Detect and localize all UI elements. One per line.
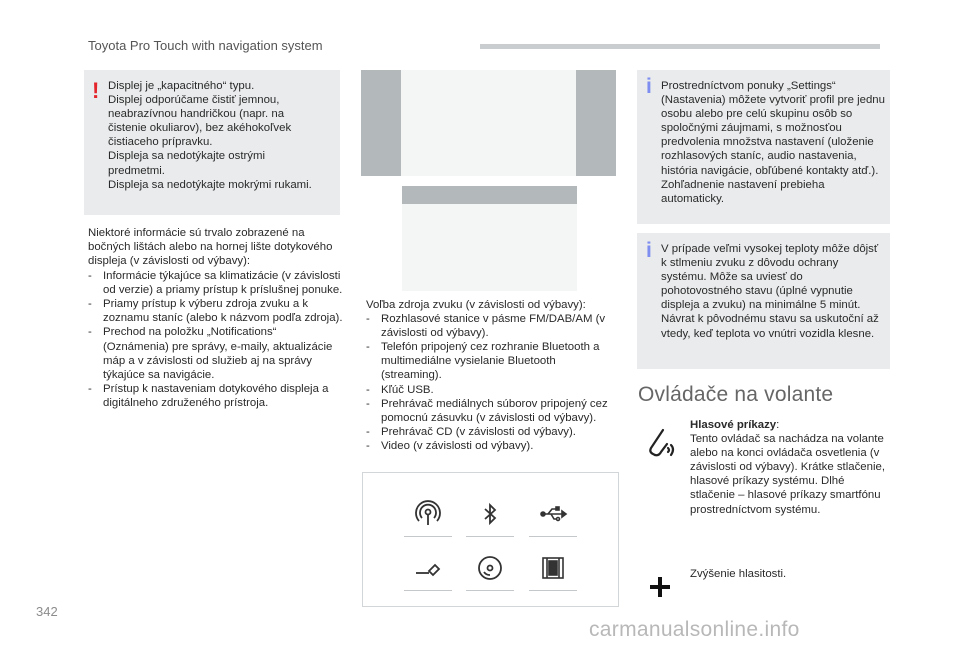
left-side-bar — [361, 70, 401, 176]
warning-line: čistiaceho prípravku. — [108, 136, 213, 149]
warning-icon: ! — [92, 78, 100, 103]
screen-center — [401, 70, 576, 176]
volume-up-text: Zvýšenie hlasitosti. — [690, 568, 787, 580]
warning-line: Displeja sa nedotýkajte ostrými — [108, 150, 266, 163]
list-item: - Kľúč USB. — [366, 383, 616, 397]
list-item: - Prechod na položku „Notifications“ (Oznámenia) pre správy, e-maily, aktualizácie máp a v závislosti od služieb aj na správy týkajúce sa navigácie. — [88, 325, 344, 382]
list-item: - Prístup k nastaveniam dotykového displeja a digitálneho združeného prístroja. — [88, 382, 344, 410]
left-intro: Niektoré informácie sú trvalo zobrazené na bočných lištách alebo na hornej lište dotykového displeja (v závislosti od výbavy): — [88, 227, 333, 268]
top-bar — [402, 186, 577, 204]
voice-command-text — [690, 418, 890, 517]
watermark: carmanualsonline.info — [589, 618, 800, 641]
middle-list — [366, 312, 616, 453]
running-header: Toyota Pro Touch with navigation system — [88, 38, 323, 53]
warning-line: Displeja sa nedotýkajte mokrými rukami. — [108, 178, 312, 191]
left-column-text — [88, 226, 344, 411]
cd-icon — [460, 545, 520, 591]
list-item: - Rozhlasové stanice v pásme FM/DAB/AM (v závislosti od výbavy). — [366, 312, 616, 340]
screen-layout-illustration — [361, 70, 616, 176]
list-item: - Priamy prístup k výberu zdroja zvuku a k zoznamu staníc (alebo k názvom podľa zdroja). — [88, 297, 344, 325]
list-item: - Informácie týkajúce sa klimatizácie (v závislosti od verzie) a priamy prístup k príslušnej ponuke. — [88, 269, 344, 297]
info-text: Prostredníctvom ponuky „Settings“ (Nastavenia) môžete vytvoriť profil pre jednu osobu alebo pre celú skupinu osôb so spoločnými záujmami, s možnosťou predvolenia množstva nastavení (uloženie rozhlasových staníc, audio nastavenia, história navigácie, obľúbené kontakty atď.). Zohľadnenie nastavení prebieha automaticky. — [661, 80, 885, 205]
warning-line: neabrazívnou handričkou (napr. na — [108, 108, 285, 121]
radio-icon — [398, 491, 458, 537]
warning-line: Displej odporúčame čistiť jemnou, — [108, 94, 280, 107]
list-item: - Prehrávač mediálnych súborov pripojený cez pomocnú zásuvku (v závislosti od výbavy). — [366, 397, 616, 425]
page-number: 342 — [36, 604, 58, 619]
info-icon: i — [646, 239, 652, 262]
warning-line: Displej je „kapacitného“ typu. — [108, 80, 255, 92]
bluetooth-icon — [460, 491, 520, 537]
right-side-bar — [576, 70, 616, 176]
video-icon — [523, 545, 583, 591]
section-title: Ovládače na volante — [638, 383, 834, 406]
screen-topbar-illustration — [402, 186, 577, 291]
info-icon: i — [646, 75, 652, 98]
warning-line: čistenie okuliarov), bez akéhokoľvek — [108, 122, 292, 135]
plus-icon — [648, 575, 672, 599]
header-rule — [480, 44, 880, 49]
source-icon-panel — [362, 472, 619, 607]
info-text: V prípade veľmi vysokej teploty môže dôjsť k stlmeniu zvuku z dôvodu ochrany systému. Môže sa uviesť do pohotovostného stavu (úplné vypnutie displeja a zvuku) na minimálne 5 minút. Návrat k pôvodnému stavu sa uskutoční až vtedy, keď teplota vo vnútri vozidla klesne. — [661, 243, 879, 340]
usb-icon — [523, 491, 583, 537]
list-item: - Telefón pripojený cez rozhranie Bluetooth a multimediálne vysielanie Bluetooth (streaming). — [366, 340, 616, 382]
aux-jack-icon — [398, 545, 458, 591]
warning-line: predmetmi. — [108, 164, 165, 177]
left-list — [88, 269, 344, 411]
voice-command-colon: : — [776, 419, 780, 431]
middle-intro: Voľba zdroja zvuku (v závislosti od výbavy): — [366, 299, 586, 311]
warning-text — [108, 79, 336, 192]
list-item: - Video (v závislosti od výbavy). — [366, 439, 616, 453]
voice-command-icon — [643, 424, 679, 460]
list-item: - Prehrávač CD (v závislosti od výbavy). — [366, 425, 616, 439]
voice-command-description: Tento ovládač sa nachádza na volante alebo na konci ovládača osvetlenia (v závislosti od výbavy). Krátke stlačenie, hlasové príkazy systému. Dlhé stlačenie – hlasové príkazy smartfónu prostredníctvom systému. — [690, 433, 885, 516]
middle-column-text — [366, 298, 616, 453]
voice-command-label: Hlasové príkazy — [690, 419, 777, 431]
